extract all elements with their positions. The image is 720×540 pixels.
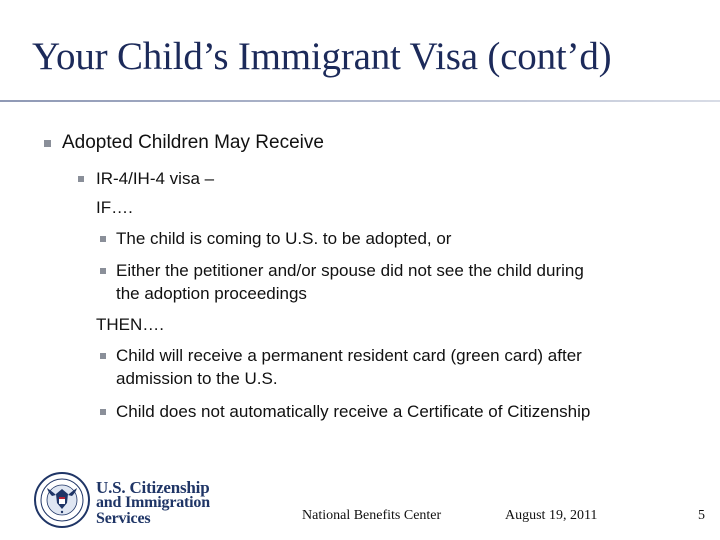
bullet-did-not-see-child-line2: the adoption proceedings xyxy=(116,284,307,303)
then-label: THEN…. xyxy=(96,315,164,334)
bullet-green-card-line1: Child will receive a permanent resident card (green card) after xyxy=(116,346,582,365)
bullet-marker xyxy=(44,140,51,147)
bullet-coming-to-be-adopted: The child is coming to U.S. to be adopted, or xyxy=(116,229,452,248)
footer-center-text: National Benefits Center xyxy=(302,508,442,523)
dhs-seal-icon xyxy=(34,472,90,528)
bullet-marker xyxy=(78,176,84,182)
bullet-marker xyxy=(100,409,106,415)
bullet-did-not-see-child-line1: Either the petitioner and/or spouse did not see the child during xyxy=(116,261,584,280)
bullet-visa-type: IR-4/IH-4 visa – xyxy=(96,169,215,188)
title-divider xyxy=(0,100,720,102)
agency-name-line2: and Immigration xyxy=(96,494,210,511)
agency-name-line1: U.S. Citizenship xyxy=(96,478,210,497)
footer-date: August 19, 2011 xyxy=(505,508,598,523)
bullet-marker xyxy=(100,353,106,359)
bullet-marker xyxy=(100,268,106,274)
bullet-marker xyxy=(100,236,106,242)
bullet-green-card-line2: admission to the U.S. xyxy=(116,369,278,388)
if-label: IF…. xyxy=(96,198,133,217)
slide-title: Your Child’s Immigrant Visa (cont’d) xyxy=(32,35,612,78)
bullet-adopted-children: Adopted Children May Receive xyxy=(62,132,324,153)
slide-page-number: 5 xyxy=(698,508,705,523)
bullet-certificate-of-citizenship: Child does not automatically receive a Certificate of Citizenship xyxy=(116,402,591,421)
agency-name-line3: Services xyxy=(96,510,151,527)
